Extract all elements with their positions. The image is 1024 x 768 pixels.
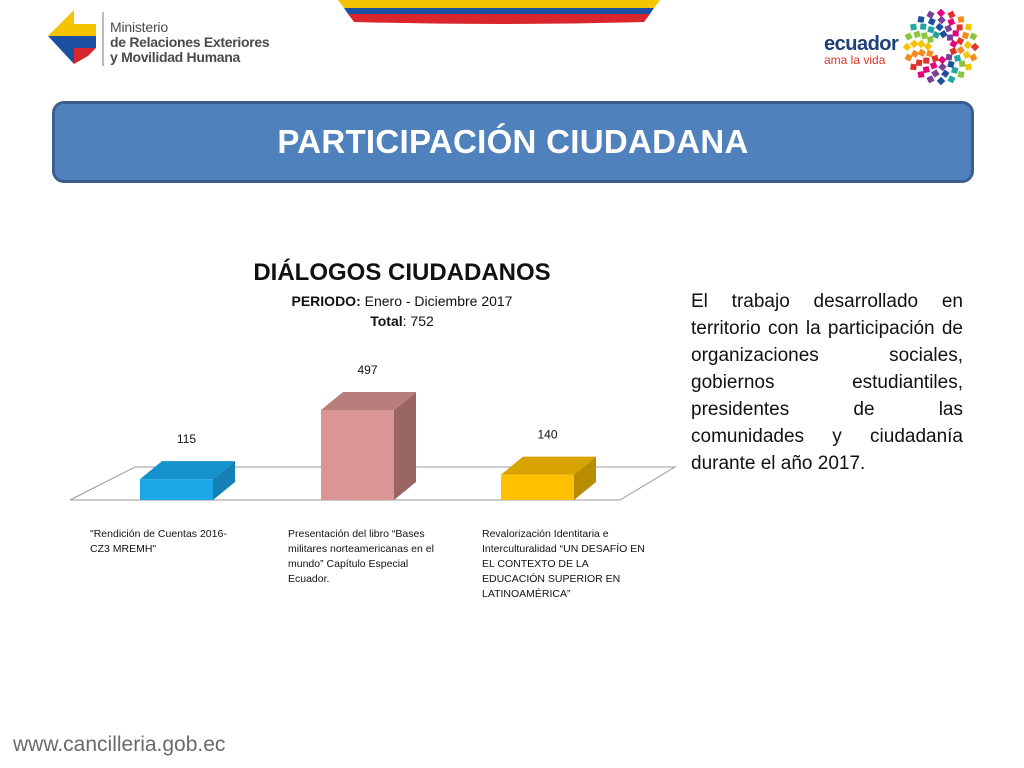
ministry-name: [110, 20, 269, 65]
logo-tile: [965, 24, 972, 31]
ministry-emblem-icon: [44, 6, 104, 68]
logo-tile: [910, 24, 917, 31]
logo-tile: [957, 46, 965, 54]
ecuador-brand: [824, 34, 898, 66]
ecuador-tagline: ama la vida: [824, 53, 886, 67]
ministry-divider: [102, 12, 104, 66]
logo-tile: [918, 49, 926, 57]
logo-tile: [935, 23, 943, 31]
logo-tile: [923, 57, 929, 63]
ministry-line-1: Ministerio: [110, 19, 168, 35]
ministry-logo: [44, 6, 284, 68]
logo-tile: [963, 51, 971, 59]
logo-tile: [938, 56, 946, 64]
category-label-3: Revalorización Identitaria e Interculturalidad “UN DESAFÍO EN EL CONTEXTO DE LA EDUCACIÓN SUPERIOR EN LATINOAMÉRICA”: [482, 528, 645, 600]
logo-tile: [927, 26, 934, 33]
logo-tile: [969, 53, 977, 61]
logo-tile: [924, 42, 932, 50]
logo-tile: [937, 77, 945, 85]
logo-tile: [930, 62, 938, 70]
logo-tile: [927, 36, 934, 43]
bar-side-2: [394, 392, 416, 500]
logo-tile: [921, 32, 928, 39]
logo-tile: [958, 71, 965, 78]
category-label-2: Presentación del libro “Bases militares norteamericanas en el mundo” Capítulo Especial Ecuador.: [288, 528, 434, 585]
footer-url[interactable]: www.cancilleria.gob.ec: [13, 733, 226, 756]
logo-tile: [923, 66, 930, 73]
logo-tile: [947, 75, 955, 83]
chart-total: [200, 311, 604, 331]
logo-tile: [944, 24, 952, 32]
bar-chart: [60, 350, 680, 520]
bar-value-label-1: 115: [176, 432, 197, 447]
logo-tile: [969, 32, 977, 40]
logo-tile: [949, 47, 957, 55]
bar-3: [501, 475, 574, 500]
description-text: El trabajo desarrollado en territorio con la participación de organizaciones sociales, gobiernos estudiantiles, presidentes de las comunidades y ciudadanía durante el año 2017.: [691, 291, 963, 474]
logo-tile: [939, 30, 947, 38]
logo-tile: [964, 41, 972, 49]
logo-tile: [957, 24, 963, 30]
logo-tile: [947, 18, 955, 26]
bar-1: [140, 479, 213, 500]
ministry-line-2: de Relaciones Exteriores: [110, 34, 270, 50]
chart-subtitle: [200, 291, 604, 331]
chart-title: DIÁLOGOS CIUDADANOS: [253, 259, 551, 286]
logo-tile: [916, 59, 923, 66]
title-banner: [52, 101, 974, 183]
logo-tile: [938, 63, 946, 71]
logo-tile: [926, 75, 934, 83]
logo-tile: [918, 71, 925, 78]
logo-tile: [937, 16, 945, 24]
logo-tile: [947, 11, 955, 19]
logo-tile: [959, 60, 966, 67]
logo-tile: [965, 64, 972, 71]
logo-tile: [918, 16, 925, 23]
logo-tile: [905, 32, 913, 40]
flag-strip: [338, 0, 660, 24]
slide-title: PARTICIPACIÓN CIUDADANA: [277, 123, 749, 160]
logo-tile: [913, 31, 921, 39]
ministry-line-3: y Movilidad Humana: [110, 49, 240, 65]
ecuador-wordmark: ecuador: [824, 33, 899, 55]
bar-value-label-3: 140: [537, 427, 558, 442]
logo-tile: [971, 43, 979, 51]
ecuador-sun-logo-icon: [902, 8, 980, 86]
logo-tile: [937, 9, 945, 17]
logo-tile: [947, 34, 953, 40]
chart-total-value: : 752: [402, 313, 434, 329]
logo-tile: [931, 55, 939, 63]
logo-tile: [946, 54, 953, 61]
logo-tile: [931, 69, 939, 77]
chart-period: [200, 291, 604, 311]
logo-tile: [962, 32, 970, 40]
logo-tile: [953, 30, 959, 36]
category-label-1: "Rendición de Cuentas 2016-CZ3 MREMH": [90, 528, 227, 555]
chart-total-label: Total: [370, 313, 403, 329]
bar-value-label-2: 497: [357, 363, 378, 377]
logo-tile: [910, 40, 918, 48]
chart-period-label: PERIODO:: [291, 293, 361, 309]
logo-tile: [928, 18, 936, 26]
logo-tile: [920, 23, 926, 29]
bar-2: [321, 410, 394, 500]
logo-tile: [926, 50, 933, 57]
logo-tile: [926, 11, 934, 19]
logo-tile: [956, 37, 964, 45]
logo-tile: [903, 43, 911, 51]
logo-tile: [958, 16, 965, 23]
logo-tile: [954, 55, 961, 62]
logo-tile: [917, 40, 925, 48]
chart-period-value: Enero - Diciembre 2017: [360, 293, 513, 309]
logo-tile: [950, 40, 958, 48]
